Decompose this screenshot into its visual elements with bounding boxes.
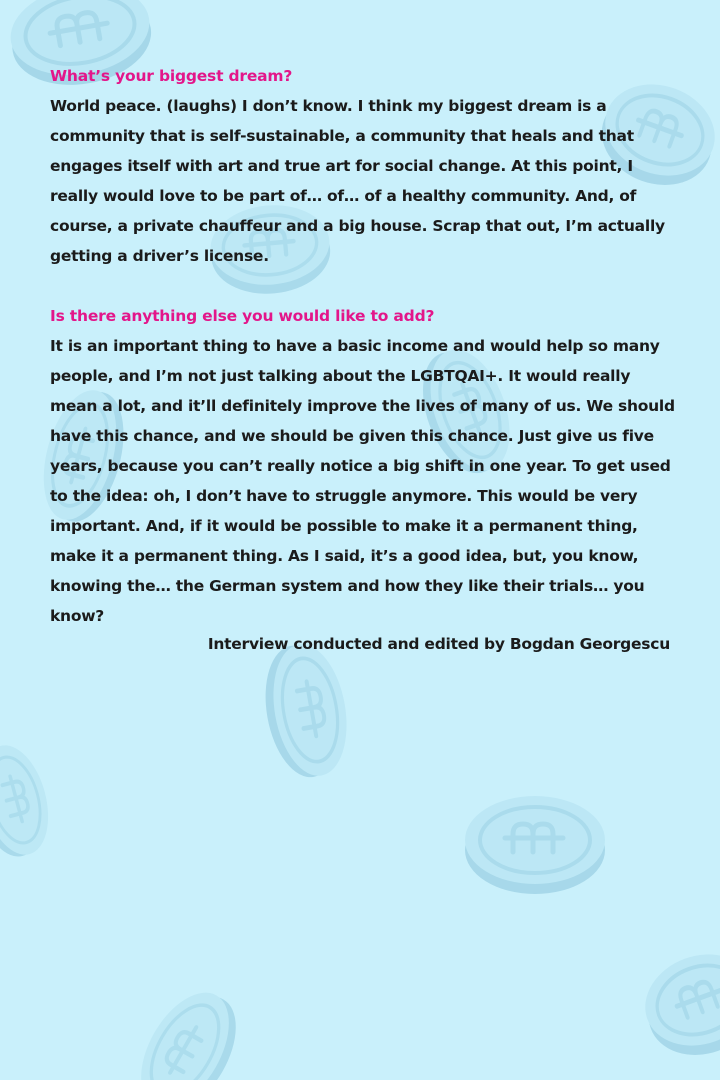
question-biggest-dream: What’s your biggest dream? — [50, 67, 293, 85]
coin-10 — [123, 978, 254, 1080]
interview-credit: Interview conducted and edited by Bogdan Georgescu — [207, 635, 670, 653]
coin-8 — [465, 796, 605, 894]
coin-9 — [632, 940, 720, 1070]
answer-anything-else: It is an important thing to have a basic income and would help so many people, and I’m not just talking about the LGBTQAI+. It would really mean a lot, and it’ll definitely improve the lives of many of us. We should have this chance, and we should be given this chance. Just give us five years, because you can’t really notice a big shift in one year. To get used to the idea: oh, I don’t have to struggle anymore. This would be very important. And, if it would be possible to make it a permanent thing, make it a permanent thing. As I said, it’s a good idea, but, you know, knowing the… the German system and how they like their trials… you know? — [50, 337, 675, 625]
answer-biggest-dream: World peace. (laughs) I don’t know. I think my biggest dream is a community that is self-sustainable, a community that heals and that engages itself with art and true art for social change. At this point, I really would love to be part of… of… of a healthy community. And, of course, a private chauffeur and a big house. Scrap that out, I’m actually getting a driver’s license. — [50, 97, 665, 265]
coin-7 — [0, 738, 59, 864]
interview-body — [50, 61, 680, 661]
question-anything-else: Is there anything else you would like to add? — [50, 307, 435, 325]
